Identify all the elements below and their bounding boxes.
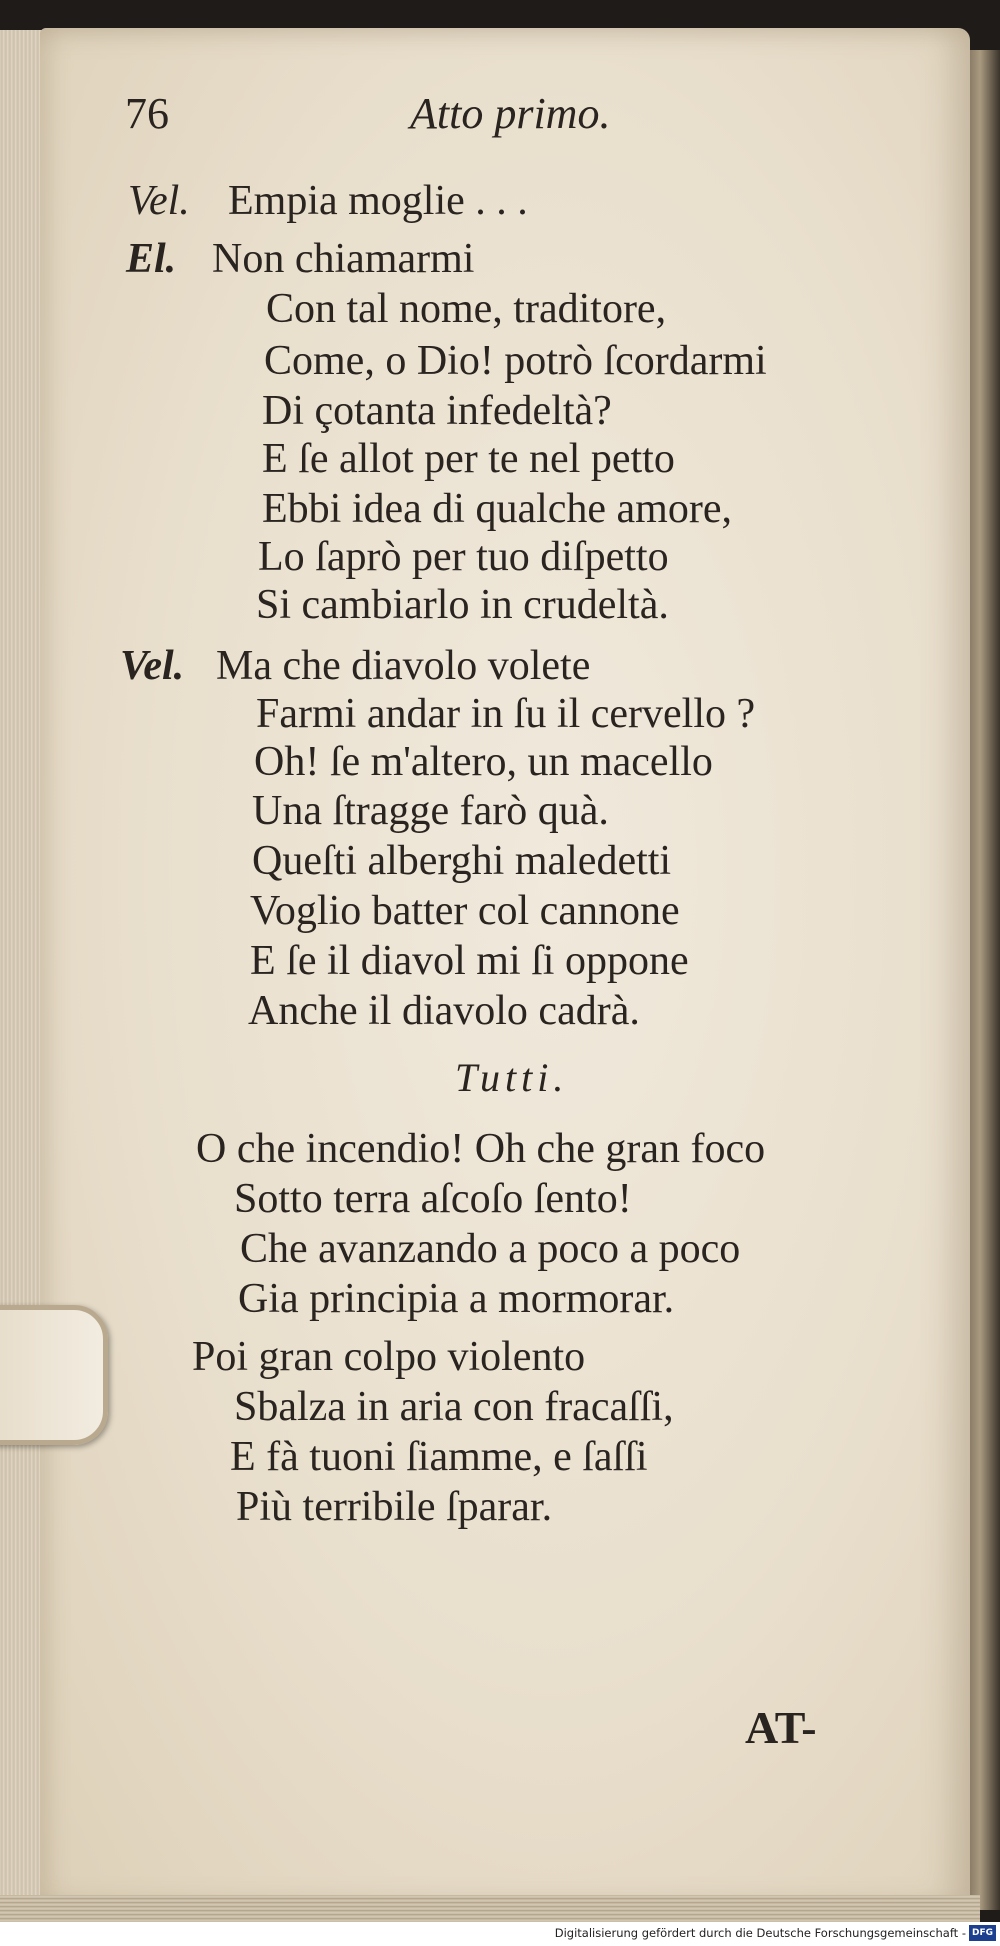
verse-line: Di çotanta infedeltà? [262,388,612,434]
verse-line: Con tal nome, traditore, [266,286,667,332]
verse-line: E fà tuoni ſiamme, e ſaſſi [230,1434,648,1480]
running-title: Atto primo. [410,89,611,138]
speaker-label: El. [126,236,177,282]
verse-line: Anche il diavolo cadrà. [248,988,640,1034]
verse-line: Ebbi idea di qualche amore, [262,486,732,532]
catchword: AT- [745,1702,817,1753]
page-number: 76 [125,89,169,138]
verse-line: Lo ſaprò per tuo diſpetto [258,534,669,580]
verse-line: Una ſtragge farò quà. [252,788,609,834]
verse-line: Empia moglie . . . [228,178,528,224]
verse-line: Ma che diavolo volete [216,643,591,689]
verse-line: E ſe allot per te nel petto [262,436,675,482]
verse-line: Farmi andar in ſu il cervello ? [256,691,756,737]
verse-line: Sotto terra aſcoſo ſento! [234,1176,632,1222]
book-bottom-edge [0,1895,980,1923]
verse-line: Più terribile ſparar. [236,1484,553,1530]
verse-line: Poi gran colpo violento [192,1334,586,1380]
verse-line: Non chiamarmi [212,236,475,282]
verse-line: Voglio batter col cannone [250,888,680,934]
digitization-credit: Digitalisierung gefördert durch die Deutsche Forschungsgemeinschaft - [554,1926,966,1940]
page-clip [0,1305,108,1445]
section-heading: Tutti. [455,1055,569,1100]
verse-line: Come, o Dio! potrò ſcordarmi [264,338,767,384]
verse-line: Che avanzando a poco a poco [240,1226,741,1272]
verse-line: Sbalza in aria con fracaſſi, [234,1384,674,1430]
speaker-label: Vel. [120,643,185,689]
verse-line: E ſe il diavol mi ſi oppone [250,938,689,984]
verse-line: Gia principia a mormorar. [238,1276,675,1322]
verse-line: Si cambiarlo in crudeltà. [256,582,669,628]
verse-line: Queſti alberghi maledetti [252,838,672,884]
dfg-logo: DFG [969,1925,996,1941]
verse-line: O che incendio! Oh che gran foco [196,1126,766,1172]
verse-line: Oh! ſe m'altero, un macello [254,739,713,785]
speaker-label: Vel. [128,178,190,224]
